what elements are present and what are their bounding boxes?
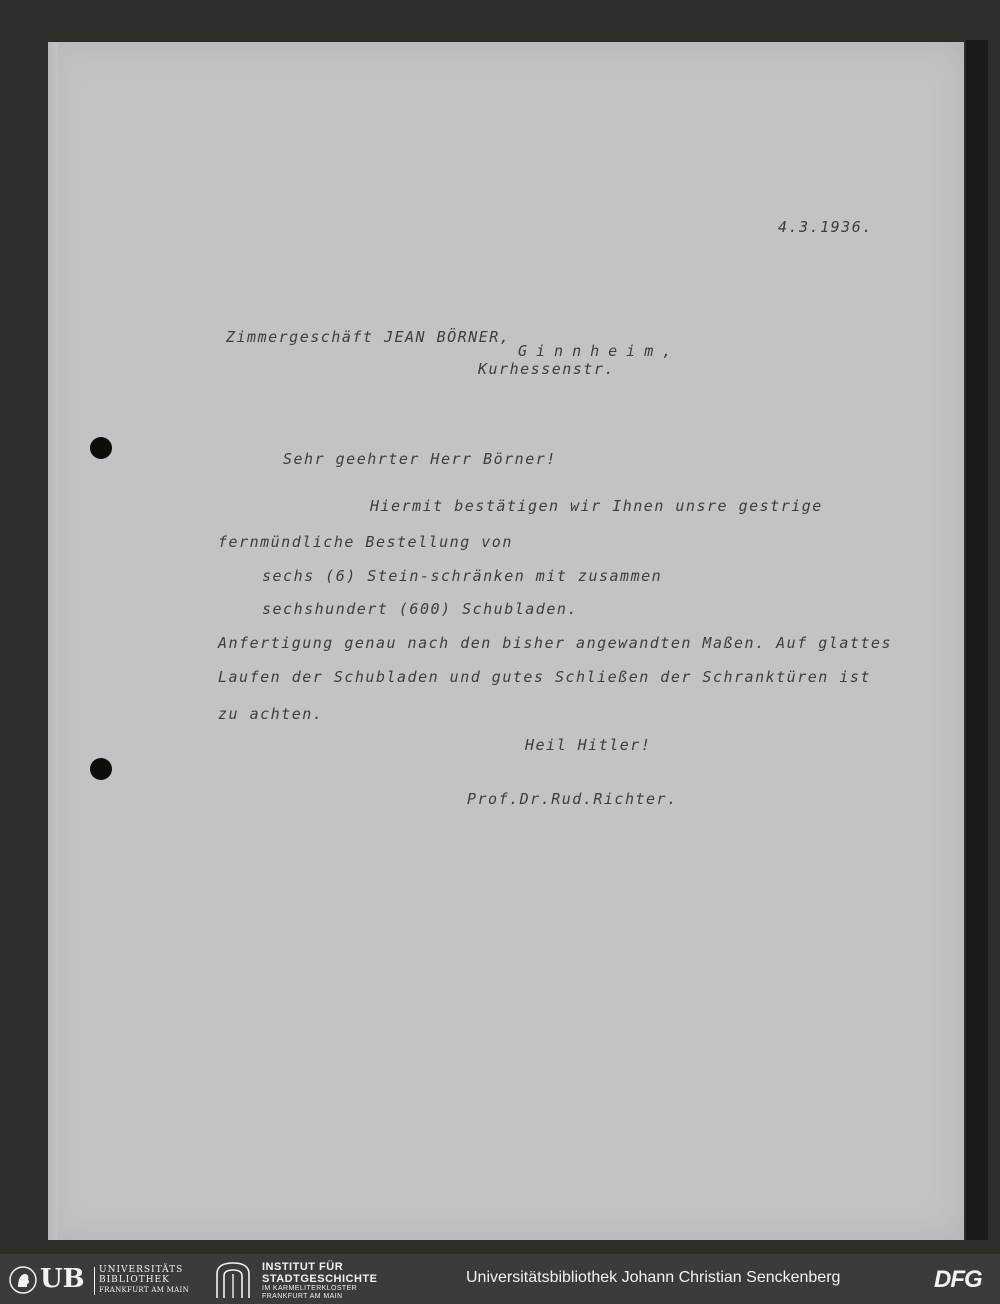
isg-line-1: INSTITUT FÜR [262, 1261, 344, 1273]
arch-icon [214, 1260, 252, 1300]
dfg-logo[interactable]: DFG [934, 1266, 982, 1293]
recipient-name: Zimmergeschäft JEAN BÖRNER, [226, 328, 511, 346]
goethe-portrait-icon [8, 1265, 38, 1295]
body-line-1: Hiermit bestätigen wir Ihnen unsre gestrige [370, 497, 823, 515]
body-line-6: Laufen der Schubladen und gutes Schließen der Schranktüren ist [218, 668, 871, 686]
footer-bar [0, 1254, 1000, 1304]
body-line-3: sechs (6) Stein-schränken mit zusammen [262, 567, 663, 585]
isg-wordmark [262, 1261, 377, 1301]
ub-wordmark [99, 1265, 209, 1295]
body-line-5: Anfertigung genau nach den bisher angewandten Maßen. Auf glattes [218, 634, 892, 652]
isg-line-2: STADTGESCHICHTE [262, 1273, 378, 1285]
ub-letters: UB [40, 1264, 85, 1294]
ub-line-1: UNIVERSITÄTS [99, 1265, 184, 1275]
ub-line-2: BIBLIOTHEK [99, 1275, 170, 1285]
ub-line-3: FRANKFURT AM MAIN [99, 1286, 189, 1294]
ub-logo[interactable] [8, 1263, 196, 1297]
letter-date: 4.3.1936. [778, 218, 873, 236]
library-name-link[interactable]: Universitätsbibliothek Johann Christian Senckenberg [466, 1269, 841, 1286]
body-line-7: zu achten. [218, 705, 324, 723]
closing: Heil Hitler! [525, 736, 652, 754]
isg-logo[interactable] [214, 1260, 414, 1300]
scan-edge-strip [966, 40, 988, 1240]
signature: Prof.Dr.Rud.Richter. [467, 790, 678, 808]
ub-divider [94, 1267, 95, 1295]
body-line-4: sechshundert (600) Schubladen. [262, 600, 578, 618]
salutation: Sehr geehrter Herr Börner! [283, 450, 557, 468]
body-line-2: fernmündliche Bestellung von [218, 533, 513, 551]
isg-line-4: FRANKFURT AM MAIN [262, 1293, 343, 1300]
recipient-street: Kurhessenstr. [478, 360, 615, 378]
punch-hole-bottom [90, 758, 112, 780]
punch-hole-top [90, 437, 112, 459]
isg-line-3: IM KARMELITERKLOSTER [262, 1285, 358, 1292]
recipient-city: Ginnheim, [518, 342, 681, 360]
page-left-edge [48, 42, 58, 1240]
